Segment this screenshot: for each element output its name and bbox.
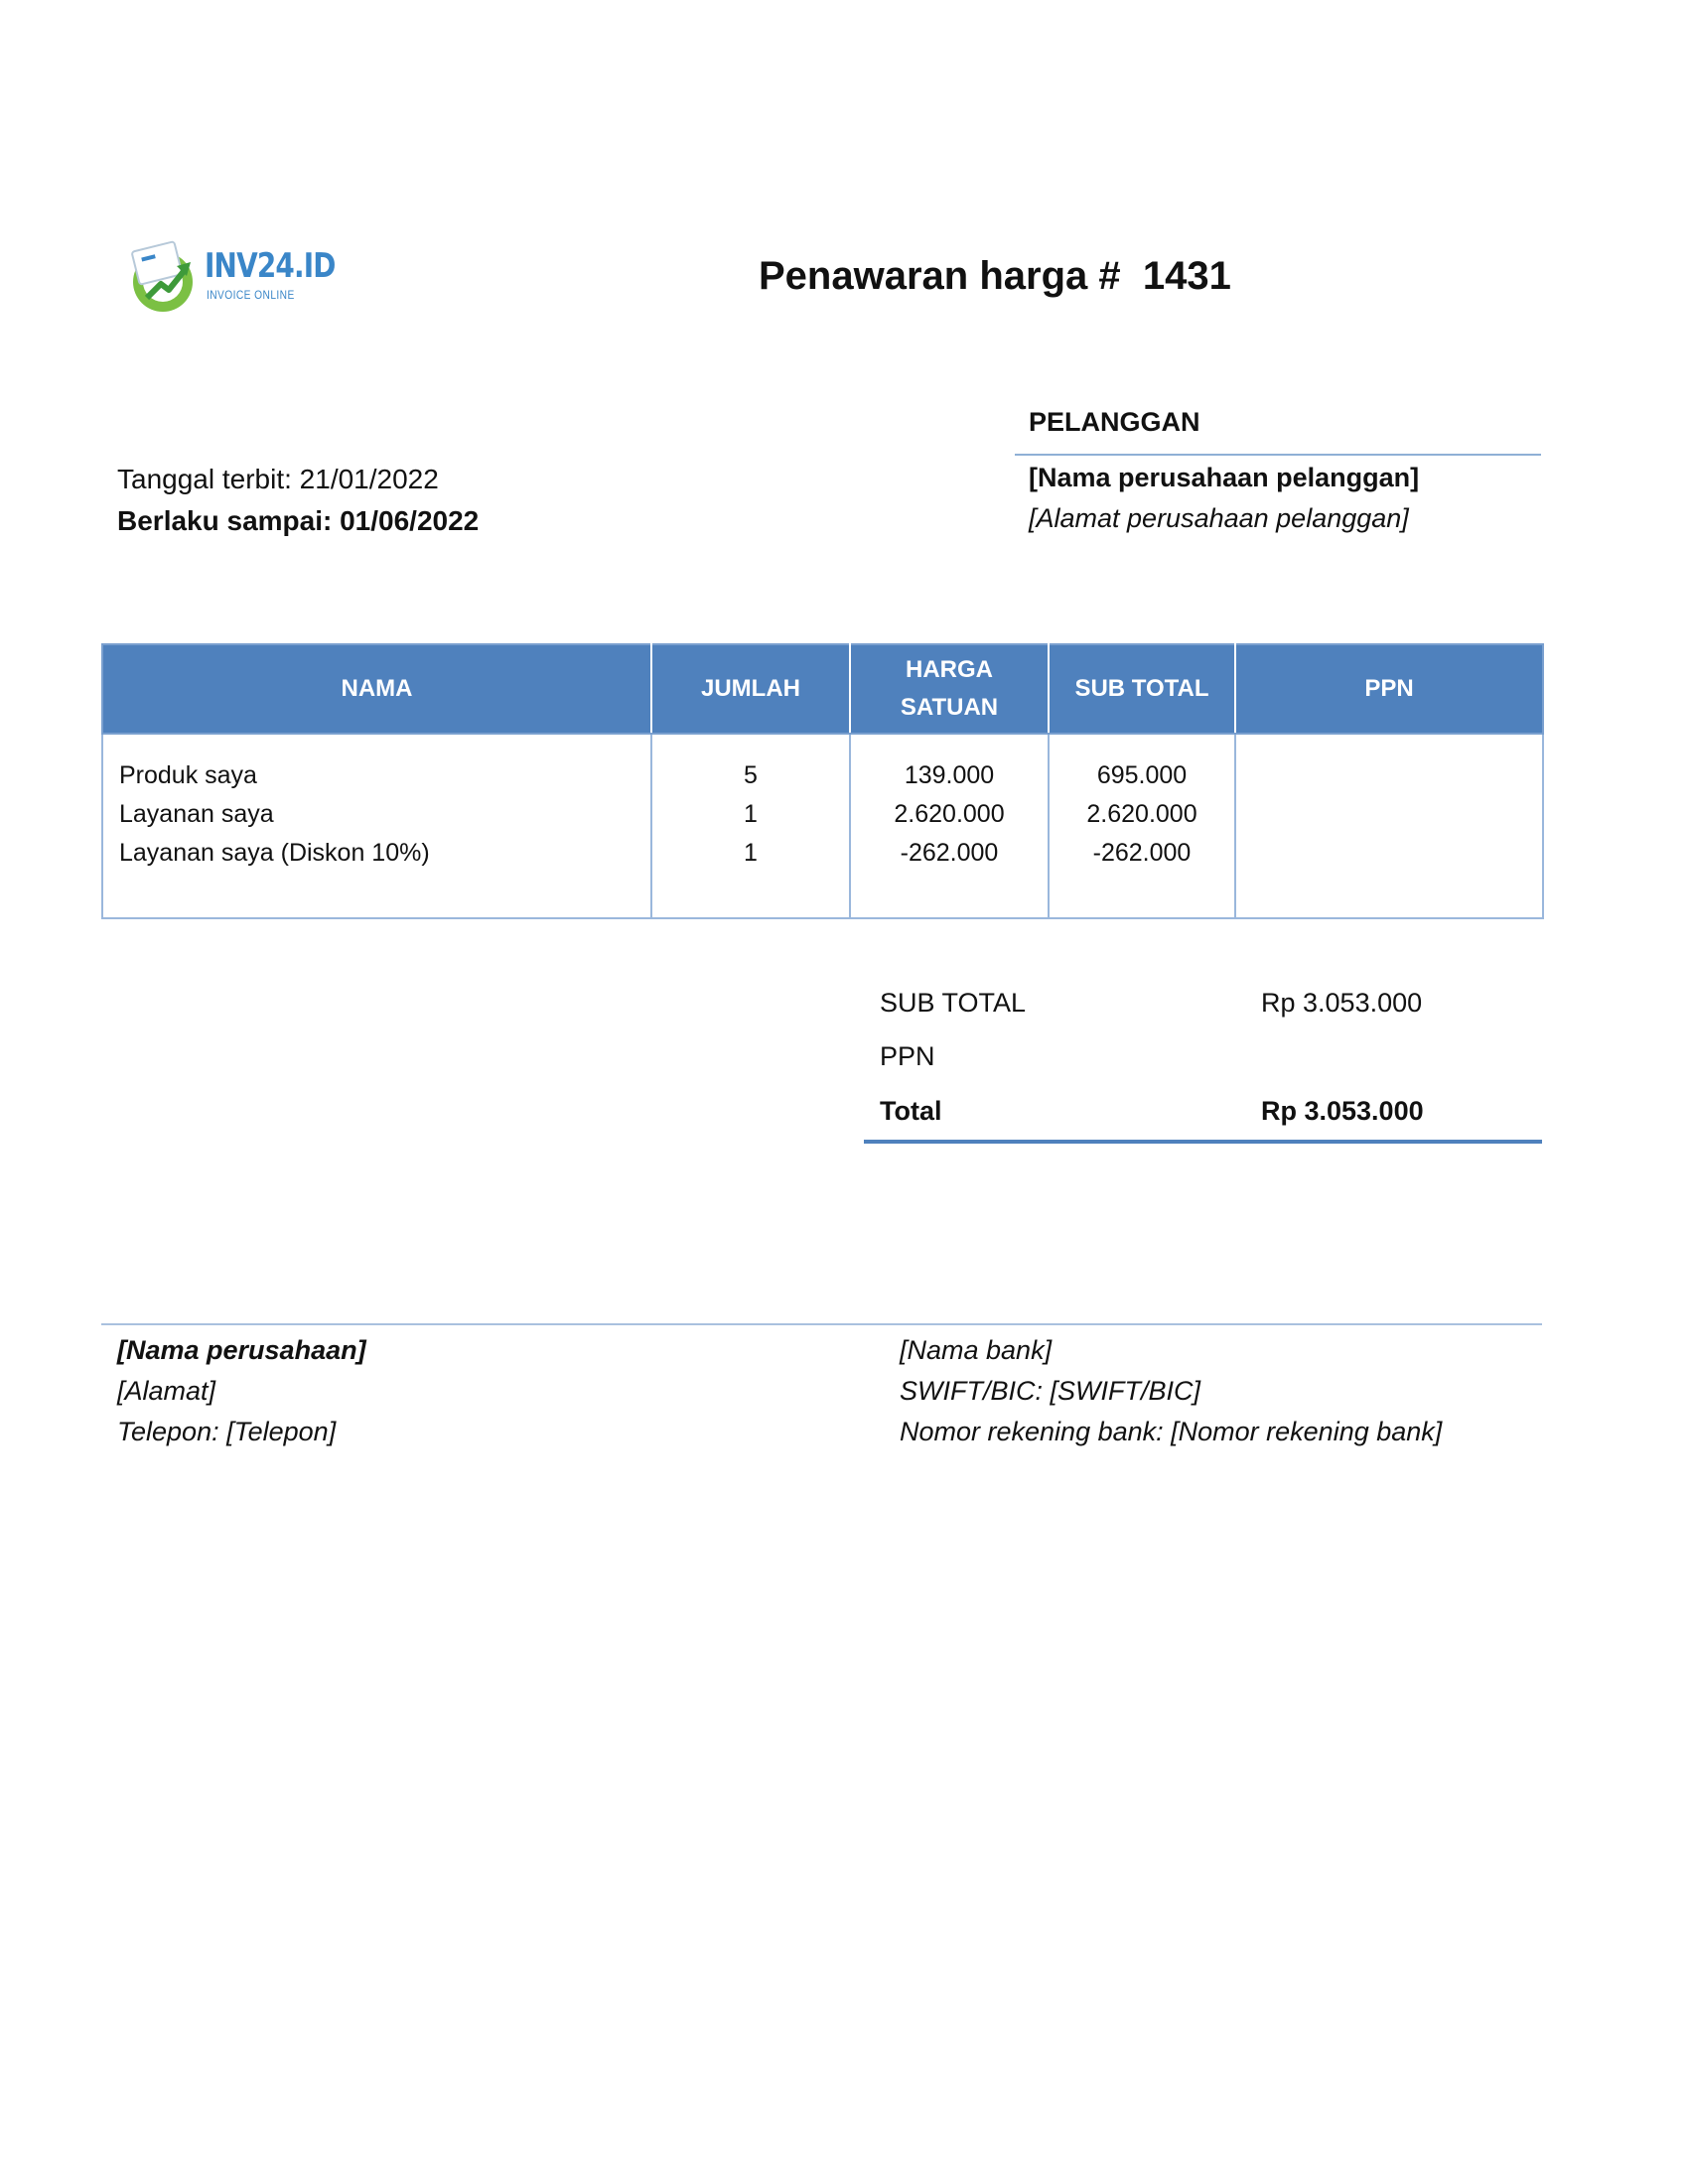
customer-divider <box>1015 454 1541 456</box>
column-header-subtotal: SUB TOTAL <box>1049 644 1235 734</box>
footer-account-number: Nomor rekening bank: [Nomor rekening bank] <box>900 1417 1443 1446</box>
item-qty: 5 <box>744 761 758 789</box>
items-table <box>101 643 1544 919</box>
unit-price-column <box>850 734 1049 918</box>
column-header-qty: JUMLAH <box>651 644 850 734</box>
customer-company: [Nama perusahaan pelanggan] <box>1029 463 1420 492</box>
item-qty: 1 <box>744 800 758 828</box>
item-unit-price: 2.620.000 <box>894 800 1005 828</box>
column-header-unit-price-line2: SATUAN <box>900 694 999 721</box>
footer-phone: Telepon: [Telepon] <box>117 1417 337 1446</box>
column-header-unit-price-line1: HARGA <box>906 656 993 683</box>
summary-tax-label: PPN <box>880 1041 935 1071</box>
item-subtotal: 695.000 <box>1096 761 1188 789</box>
column-header-name: NAMA <box>102 644 651 734</box>
table-body-row <box>102 734 1543 918</box>
item-subtotal: -262.000 <box>1092 839 1192 867</box>
issue-date: Tanggal terbit: 21/01/2022 <box>117 464 439 494</box>
footer-bank-name: [Nama bank] <box>900 1335 1053 1365</box>
summary-subtotal-value: Rp 3.053.000 <box>1261 988 1423 1018</box>
name-column <box>102 734 651 918</box>
item-qty: 1 <box>744 839 758 867</box>
item-name: Layanan saya <box>119 800 274 828</box>
summary-total-value: Rp 3.053.000 <box>1261 1096 1424 1126</box>
footer-divider <box>101 1323 1542 1325</box>
footer-company: [Nama perusahaan] <box>117 1335 366 1365</box>
item-name: Produk saya <box>119 761 257 789</box>
item-name: Layanan saya (Diskon 10%) <box>119 839 430 867</box>
logo-tagline: INVOICE ONLINE <box>207 288 295 302</box>
footer-address: [Alamat] <box>117 1376 216 1406</box>
column-header-tax: PPN <box>1235 644 1543 734</box>
column-header-unit-price <box>850 644 1049 734</box>
tax-column <box>1235 734 1543 918</box>
item-tax <box>1236 834 1542 873</box>
item-unit-price: 139.000 <box>904 761 995 789</box>
subtotal-column <box>1049 734 1235 918</box>
customer-address: [Alamat perusahaan pelanggan] <box>1029 503 1409 533</box>
page-title: Penawaran harga # 1431 <box>759 254 1231 298</box>
summary-subtotal-label: SUB TOTAL <box>880 988 1027 1018</box>
item-tax <box>1236 756 1542 795</box>
summary-total-label: Total <box>880 1096 942 1126</box>
customer-heading: PELANGGAN <box>1029 407 1200 437</box>
qty-column <box>651 734 850 918</box>
logo-brand: INV24.ID <box>205 246 336 286</box>
footer-swift: SWIFT/BIC: [SWIFT/BIC] <box>900 1376 1200 1406</box>
summary-divider <box>864 1140 1542 1144</box>
item-subtotal: 2.620.000 <box>1086 800 1197 828</box>
table-header-row <box>102 644 1543 734</box>
item-unit-price: -262.000 <box>900 839 999 867</box>
item-tax <box>1236 795 1542 834</box>
valid-until-date: Berlaku sampai: 01/06/2022 <box>117 505 480 536</box>
